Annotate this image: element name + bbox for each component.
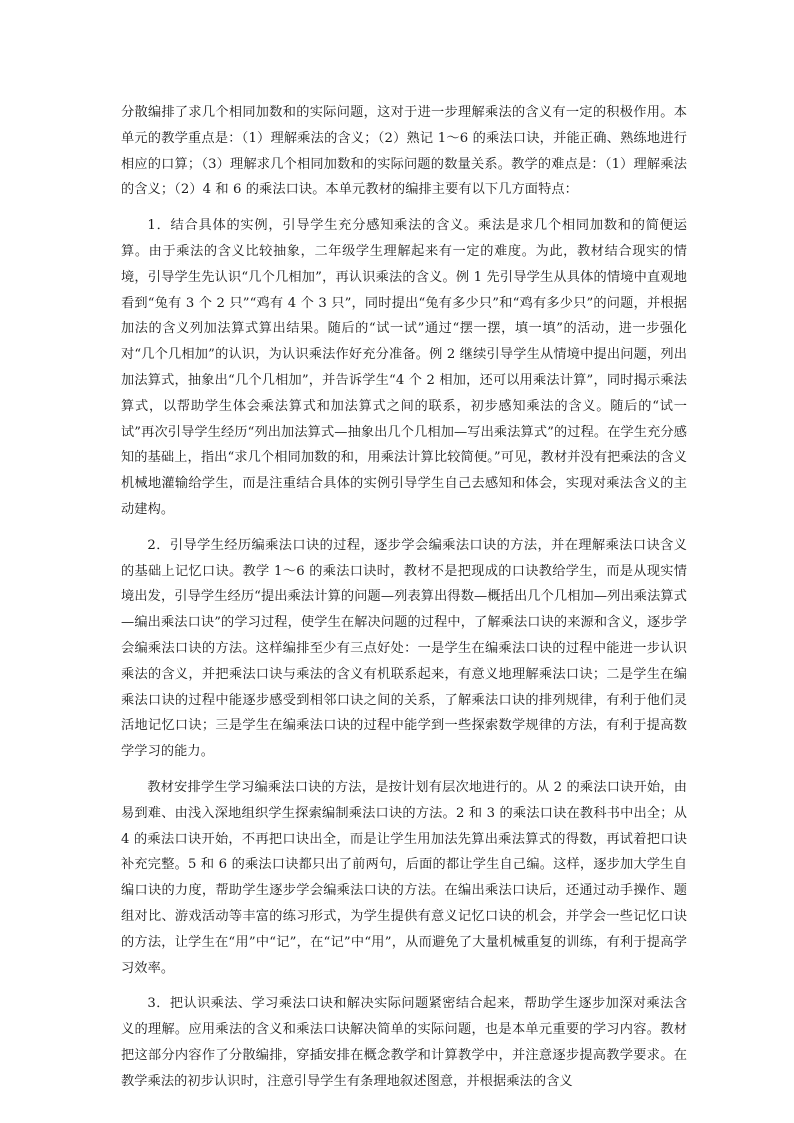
paragraph-point-2-continued: 教材安排学生学习编乘法口诀的方法，是按计划有层次地进行的。从 2 的乘法口诀开始，由易到难、由浅入深地组织学生探索编制乘法口诀的方法。2 和 3 的乘法口诀在教科书中出全；从 4 的乘法口诀开始，不再把口诀出全，而是让学生用加法先算出乘法算式的得数，再试着把口诀补充完整。5 和 6 的乘法口诀都只出了前两句，后面的都让学生自己编。这样，逐步加大学生自编口诀的力度，帮助学生逐步学会编乘法口诀的方法。在编出乘法口诀后，还通过动手操作、题组对比、游戏活动等丰富的练习形式，为学生提供有意义记忆口诀的机会，并学会一些记忆口诀的方法，让学生在“用”中“记”，在“记”中“用”，从而避免了大量机械重复的训练，有利于提高学习效率。 [121, 779, 687, 976]
paragraph-point-3: 3．把认识乘法、学习乘法口诀和解决实际问题紧密结合起来，帮助学生逐步加深对乘法含义的理解。应用乘法的含义和乘法口诀解决简单的实际问题，也是本单元重要的学习内容。教材把这部分内容作了分散编排，穿插安排在概念教学和计算教学中，并注意逐步提高教学要求。在教学乘法的初步认识时，注意引导学生有条理地叙述图意，并根据乘法的含义 [121, 996, 687, 1089]
paragraph-point-1: 1．结合具体的实例，引导学生充分感知乘法的含义。乘法是求几个相同加数和的简便运算。由于乘法的含义比较抽象，二年级学生理解起来有一定的难度。为此，教材结合现实的情境，引导学生先认识“几个几相加”，再认识乘法的含义。例 1 先引导学生从具体的情境中直观地看到“兔有 3 个 2 只”“鸡有 4 个 3 只”，同时提出“兔有多少只”和“鸡有多少只”的问题，并根据加法的含义列加法算式算出结果。随后的“试一试”通过“摆一摆，填一填”的活动，进一步强化对“几个几相加”的认识，为认识乘法作好充分准备。例 2 继续引导学生从情境中提出问题，列出加法算式，抽象出“几个几相加”，并告诉学生“4 个 2 相加，还可以用乘法计算”，同时揭示乘法算式，以帮助学生体会乘法算式和加法算式之间的联系，初步感知乘法的含义。随后的“试一试”再次引导学生经历“列出加法算式—抽象出几个几相加—写出乘法算式”的过程。在学生充分感知的基础上，指出“求几个相同加数的和，用乘法计算比较简便。”可见，教材并没有把乘法的含义机械地灌输给学生，而是注重结合具体的实例引导学生自己去感知和体会，实现对乘法含义的主动建构。 [121, 218, 687, 517]
paragraph-point-2: 2．引导学生经历编乘法口诀的过程，逐步学会编乘法口诀的方法，并在理解乘法口诀含义的基础上记忆口诀。教学 1～6 的乘法口诀时，教材不是把现成的口诀教给学生，而是从现实情境出发，引导学生经历“提出乘法计算的问题—列表算出得数—概括出几个几相加—列出乘法算式—编出乘法口诀”的学习过程，使学生在解决问题的过程中，了解乘法口诀的来源和含义，逐步学会编乘法口诀的方法。这样编排至少有三点好处：一是学生在编乘法口诀的过程中能进一步认识乘法的含义，并把乘法口诀与乘法的含义有机联系起来，有意义地理解乘法口诀；二是学生在编乘法口诀的过程中能逐步感受到相邻口诀之间的关系，了解乘法口诀的排列规律，有利于他们灵活地记忆口诀；三是学生在编乘法口诀的过程中能学到一些探索数学规律的方法，有利于提高数学学习的能力。 [121, 537, 687, 760]
paragraph-intro: 分散编排了求几个相同加数和的实际问题，这对于进一步理解乘法的含义有一定的积极作用。本单元的教学重点是：（1）理解乘法的含义；（2）熟记 1～6 的乘法口诀，并能正确、熟练地进行相应的口算；（3）理解求几个相同加数和的实际问题的数量关系。教学的难点是：（1）理解乘法的含义；（2）4 和 6 的乘法口诀。本单元教材的编排主要有以下几方面特点： [121, 105, 687, 198]
document-page [121, 100, 687, 1094]
